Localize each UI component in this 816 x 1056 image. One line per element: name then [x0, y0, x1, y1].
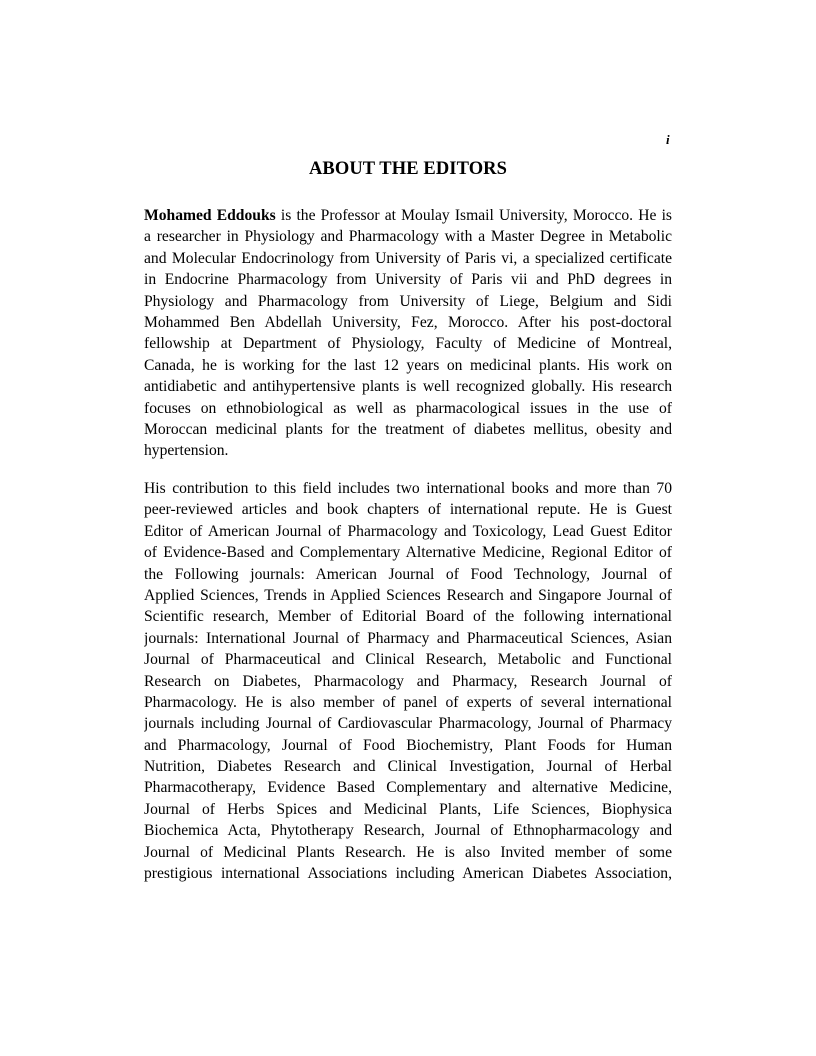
text-line: and Molecular Endocrinology from University of Paris vi, a specialized certificate [144, 249, 672, 267]
text-line: Physiology and Pharmacology from University of Liege, Belgium and Sidi [144, 292, 672, 310]
text-line: focuses on ethnobiological as well as pharmacological issues in the use of [144, 399, 672, 417]
paragraph-bio [144, 205, 672, 462]
text-line: Pharmacology. He is also member of panel of experts of several international [144, 693, 672, 711]
text-line: the Following journals: American Journal of Food Technology, Journal of [144, 565, 672, 583]
text-line: hypertension. [144, 442, 229, 460]
text-line: Mohammed Ben Abdellah University, Fez, Morocco. After his post-doctoral [144, 313, 672, 331]
text-line: Pharmacotherapy, Evidence Based Complementary and alternative Medicine, [144, 779, 672, 797]
paragraph-contributions [144, 478, 672, 884]
page-number: i [666, 132, 670, 147]
text-line: peer-reviewed articles and book chapters of international repute. He is Guest [144, 501, 672, 519]
text-line: Moroccan medicinal plants for the treatment of diabetes mellitus, obesity and [144, 420, 672, 438]
text-line: Editor of American Journal of Pharmacology and Toxicology, Lead Guest Editor [144, 522, 672, 540]
text-line: journals including Journal of Cardiovascular Pharmacology, Journal of Pharmacy [144, 715, 672, 733]
text-line: Journal of Medicinal Plants Research. He is also Invited member of some [144, 843, 672, 861]
text-line: Research on Diabetes, Pharmacology and Pharmacy, Research Journal of [144, 672, 672, 690]
text-line: fellowship at Department of Physiology, Faculty of Medicine of Montreal, [144, 335, 672, 353]
text-line: in Endocrine Pharmacology from University of Paris vii and PhD degrees in [144, 271, 672, 289]
text-line: of Evidence-Based and Complementary Alternative Medicine, Regional Editor of [144, 544, 672, 562]
text-line: Biochemica Acta, Phytotherapy Research, Journal of Ethnopharmacology and [144, 822, 672, 840]
text-line: Applied Sciences, Trends in Applied Sciences Research and Singapore Journal of [144, 586, 672, 604]
page-title: ABOUT THE EDITORS [308, 159, 508, 179]
text-line: Mohamed Eddouks is the Professor at Moulay Ismail University, Morocco. He is [144, 207, 672, 224]
text-line: Nutrition, Diabetes Research and Clinical Investigation, Journal of Herbal [144, 758, 672, 776]
text-line: Journal of Herbs Spices and Medicinal Plants, Life Sciences, Biophysica [144, 800, 672, 818]
text-line: and Pharmacology, Journal of Food Biochemistry, Plant Foods for Human [144, 736, 672, 754]
text-line: Scientific research, Member of Editorial Board of the following international [144, 608, 672, 626]
text-line: Canada, he is working for the last 12 years on medicinal plants. His work on [144, 356, 672, 374]
text-line: His contribution to this field includes two international books and more than 70 [144, 480, 672, 497]
text-line: prestigious international Associations including American Diabetes Association, [144, 865, 672, 883]
text-line: journals: International Journal of Pharmacy and Pharmaceutical Sciences, Asian [144, 629, 672, 647]
text-line: Journal of Pharmaceutical and Clinical Research, Metabolic and Functional [144, 651, 672, 669]
text-line: antidiabetic and antihypertensive plants is well recognized globally. His research [144, 378, 672, 396]
editor-name: Mohamed Eddouks [144, 207, 276, 224]
text-line: a researcher in Physiology and Pharmacology with a Master Degree in Metabolic [144, 228, 672, 246]
